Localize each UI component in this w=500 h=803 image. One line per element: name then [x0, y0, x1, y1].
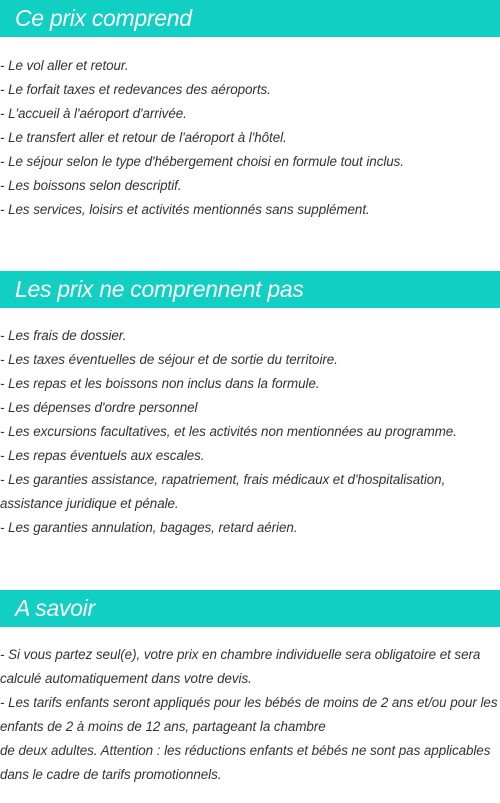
not-included-list — [0, 324, 500, 540]
list-item: - Le vol aller et retour. — [0, 58, 129, 73]
list-item: - Les services, loisirs et activités mentionnés sans supplément. — [0, 202, 370, 217]
list-item: - Le transfert aller et retour de l'aéroport à l'hôtel. — [0, 130, 287, 145]
included-list — [0, 54, 500, 222]
good-to-know-list — [0, 643, 500, 787]
section-title-good-to-know: A savoir — [0, 590, 500, 627]
list-item: de deux adultes. Attention : les réductions enfants et bébés ne sont pas applicables dans le cadre de tarifs promotionnels. — [0, 743, 491, 782]
list-item: - Le séjour selon le type d'hébergement choisi en formule tout inclus. — [0, 154, 404, 169]
list-item: - Les repas éventuels aux escales. — [0, 448, 205, 463]
list-item: - Les garanties assistance, rapatriement, frais médicaux et d'hospitalisation, assistance juridique et pénale. — [0, 472, 446, 511]
list-item: - Les garanties annulation, bagages, retard aérien. — [0, 520, 298, 535]
list-item: - Les taxes éventuelles de séjour et de sortie du territoire. — [0, 352, 338, 367]
list-item: - Les excursions facultatives, et les activités non mentionnées au programme. — [0, 424, 457, 439]
list-item: - Les frais de dossier. — [0, 328, 127, 343]
list-item: - L'accueil à l'aéroport d'arrivée. — [0, 106, 187, 121]
section-title-included: Ce prix comprend — [0, 0, 500, 37]
list-item: - Les dépenses d'ordre personnel — [0, 400, 198, 415]
list-item: - Les tarifs enfants seront appliqués pour les bébés de moins de 2 ans et/ou pour les enfants de 2 à moins de 12 ans, partageant la chambre — [0, 695, 498, 734]
list-item: - Les boissons selon descriptif. — [0, 178, 182, 193]
section-title-not-included: Les prix ne comprennent pas — [0, 271, 500, 308]
list-item: - Les repas et les boissons non inclus dans la formule. — [0, 376, 320, 391]
list-item: - Si vous partez seul(e), votre prix en chambre individuelle sera obligatoire et sera calculé automatiquement dans votre devis. — [0, 647, 481, 686]
list-item: - Le forfait taxes et redevances des aéroports. — [0, 82, 271, 97]
